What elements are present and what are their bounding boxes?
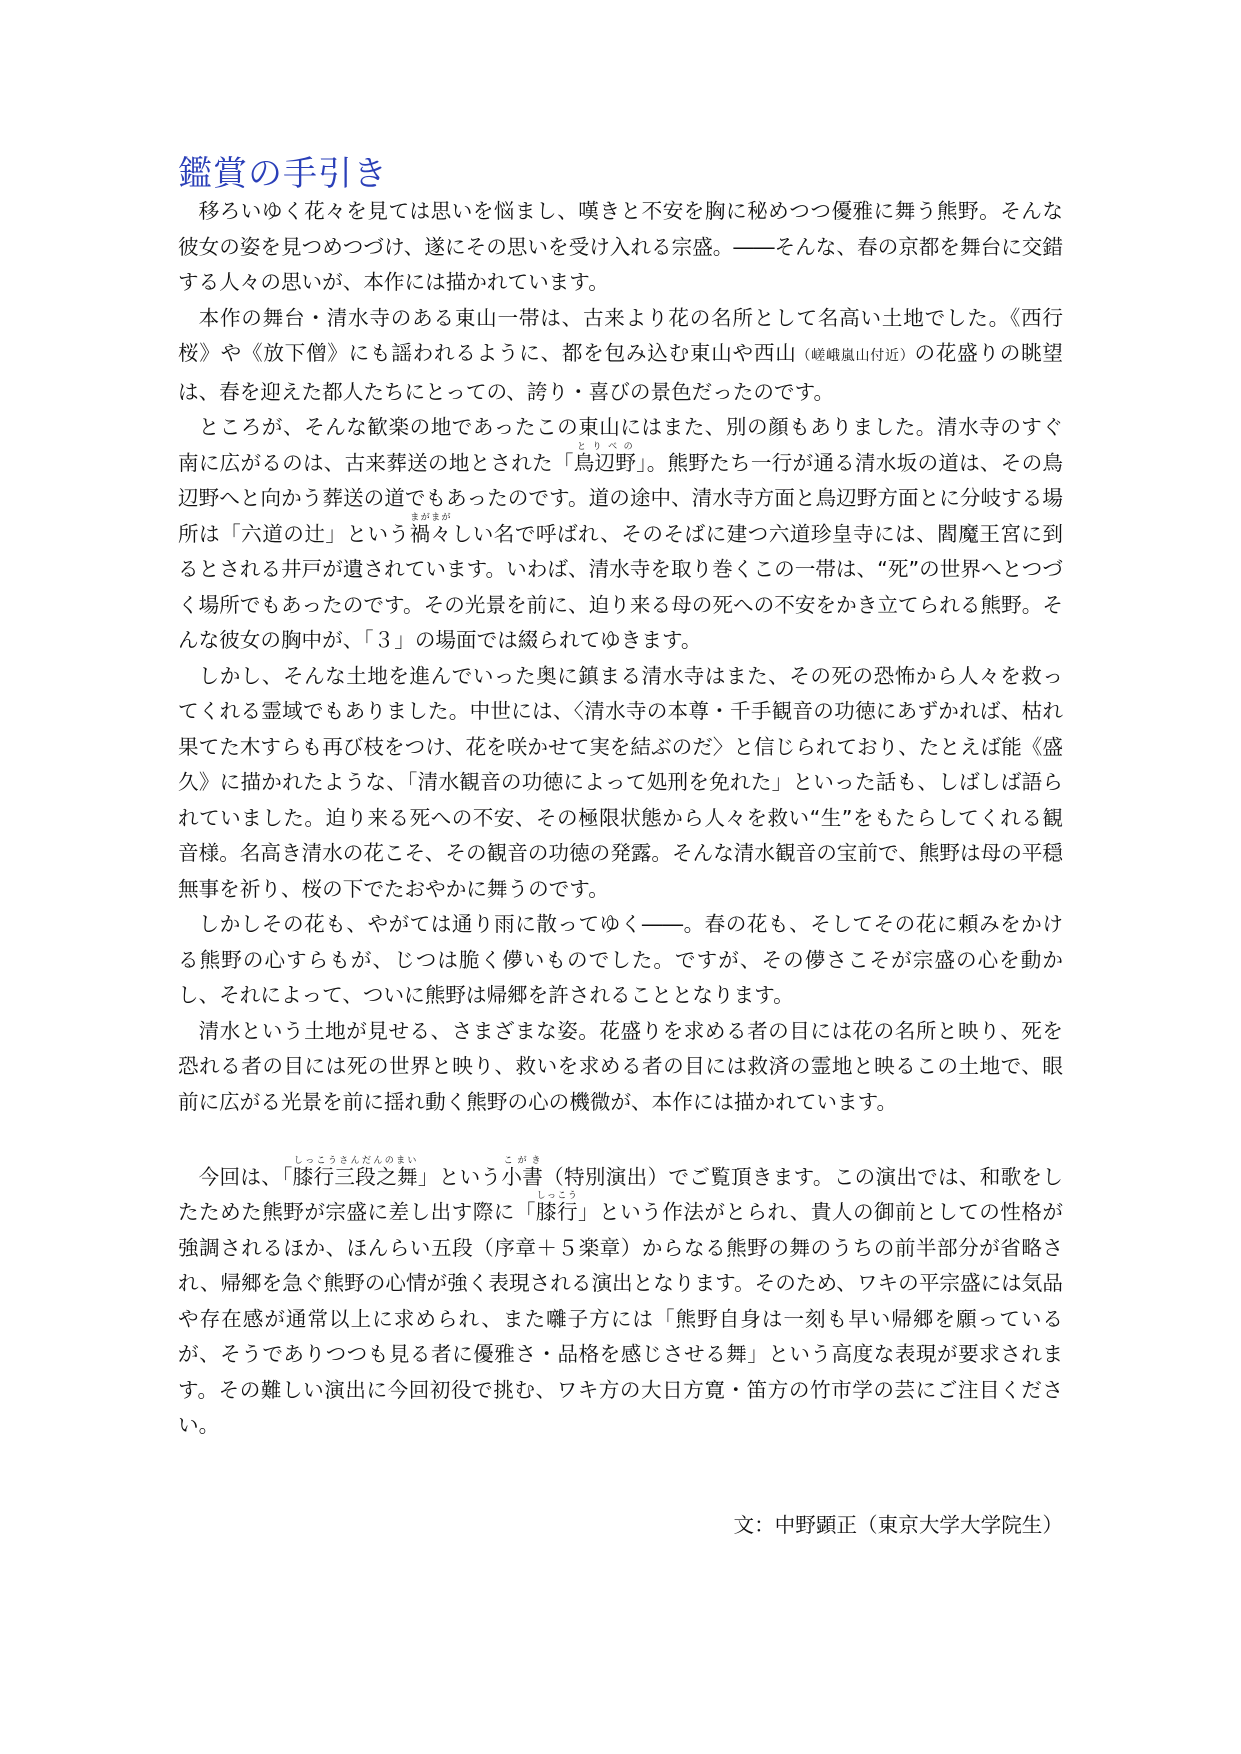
paragraph-2-text-b: の花盛りの眺望は、春を迎えた都人たちにとっての、誇り・喜びの景色だったのです。 — [178, 341, 1064, 404]
paragraph-2-note: （嵯峨嵐山付近） — [796, 348, 915, 364]
paragraph-7-text-c: （特別演出）でご覧頂きます。この演出では、和歌をしたためた熊野が宗盛に差し出す際に「 — [178, 1164, 1064, 1224]
ruby-kogaki: 小書こがき — [501, 1155, 544, 1189]
paragraph-7 — [178, 1156, 1063, 1444]
paragraph-gap — [178, 1120, 1063, 1156]
page-title: 鑑賞の手引き — [178, 154, 388, 194]
paragraph-7-text-d: 」という作法がとられ、貴人の御前としての性格が強調されるほか、ほんらい五段（序章＋５楽章）からなる熊野の舞のうちの前半部分が省略され、帰郷を急ぐ熊野の心情が強く表現される演出となります。そのため、ワキの平宗盛には気品や存在感が通常以上に求められ、また囃子方には「熊野自身は一刻も早い帰郷を願っているが、そうでありつつも見る者に優雅さ・品格を感じさせる舞」という高度な表現が要求されます。その難しい演出に今回初役で挑む、ワキ方の大日方寛・笛方の竹市学の芸にご注目ください。 — [178, 1200, 1064, 1437]
paragraph-4: しかし、そんな土地を進んでいった奥に鎮まる清水寺はまた、その死の恐怖から人々を救ってくれる霊域でもありました。中世には、〈清水寺の本尊・千手観音の功徳にあずかれば、枯れ果てた木すらも再び枝をつけ、花を咲かせて実を結ぶのだ〉と信じられており、たとえば能《盛久》に描かれたような、「清水観音の功徳によって処刑を免れた」といった話も、しばしば語られていました。迫り来る死への不安、その極限状態から人々を救い“生”をもたらしてくれる観音様。名高き清水の花こそ、その観音の功徳の発露。そんな清水観音の宝前で、熊野は母の平穏無事を祈り、桜の下でたおやかに舞うのです。 — [178, 663, 1063, 901]
paragraph-7-text-a: 今回は、「 — [198, 1164, 293, 1189]
paragraph-2-text-a: 本作の舞台・清水寺のある東山一帯は、古来より花の名所として名高い土地でした。《西行桜》や《放下僧》にも謡われるように、都を包み込む東山や西山 — [178, 305, 1063, 365]
article-body — [178, 194, 1063, 1444]
paragraph-3-text-b: 」。熊野たち一行が通る清水坂の道は、その鳥辺野へと向かう葬送の道でもあったのです。道の途中、清水寺方面と鳥辺野方面とに分岐する場所は「六道の辻」という — [178, 450, 1064, 546]
ruby-shikko: 膝行しっこう — [535, 1191, 579, 1224]
paragraph-1: 移ろいゆく花々を見ては思いを悩まし、嘆きと不安を胸に秘めつつ優雅に舞う熊野。そんな彼女の姿を見つめつづけ、遂にその思いを受け入れる宗盛。――そんな、春の京都を舞台に交錯する人々の思いが、本作には描かれています。 — [178, 199, 1063, 294]
paragraph-3-text-c: しい名で呼ばれ、そのそばに建つ六道珍皇寺には、閻魔王宮に到るとされる井戸が遺されています。いわば、清水寺を取り巻くこの一帯は、“死”の世界へとつづく場所でもあったのです。その光景を前に、迫り来る母の死への不安をかき立てられる熊野。そんな彼女の胸中が、「３」の場面では綴られてゆきます。 — [178, 521, 1064, 652]
paragraph-7-text-b: 」という — [417, 1164, 502, 1189]
ruby-magamaga: 禍々まがまが — [409, 512, 452, 546]
paragraph-6: 清水という土地が見せる、さまざまな姿。花盛りを求める者の目には花の名所と映り、死を恐れる者の目には死の世界と映り、救いを求める者の目には救済の霊地と映るこの土地で、眼前に広がる光景を前に揺れ動く熊野の心の機微が、本作には描かれています。 — [178, 1018, 1063, 1114]
paragraph-3 — [178, 410, 1063, 659]
author-credit: 文：中野顕正（東京大学大学院生） — [733, 1513, 1063, 1537]
paragraph-3-text-a: ところが、そんな歓楽の地であったこの東山にはまた、別の顔もありました。清水寺のすぐ南に広がるのは、古来葬送の地とされた「 — [178, 415, 1063, 475]
paragraph-2 — [178, 301, 1063, 411]
ruby-toribeno: 鳥辺野とりべの — [573, 441, 637, 475]
paragraph-5: しかしその花も、やがては通り雨に散ってゆく――。春の花も、そしてその花に頼みをかける熊野の心すらもが、じつは脆く儚いものでした。ですが、その儚さこそが宗盛の心を動かし、それによって、ついに熊野は帰郷を許されることとなります。 — [178, 912, 1063, 1007]
ruby-shikko-sandan: 膝行三段之舞しっこうさんだんのまい — [292, 1155, 418, 1189]
